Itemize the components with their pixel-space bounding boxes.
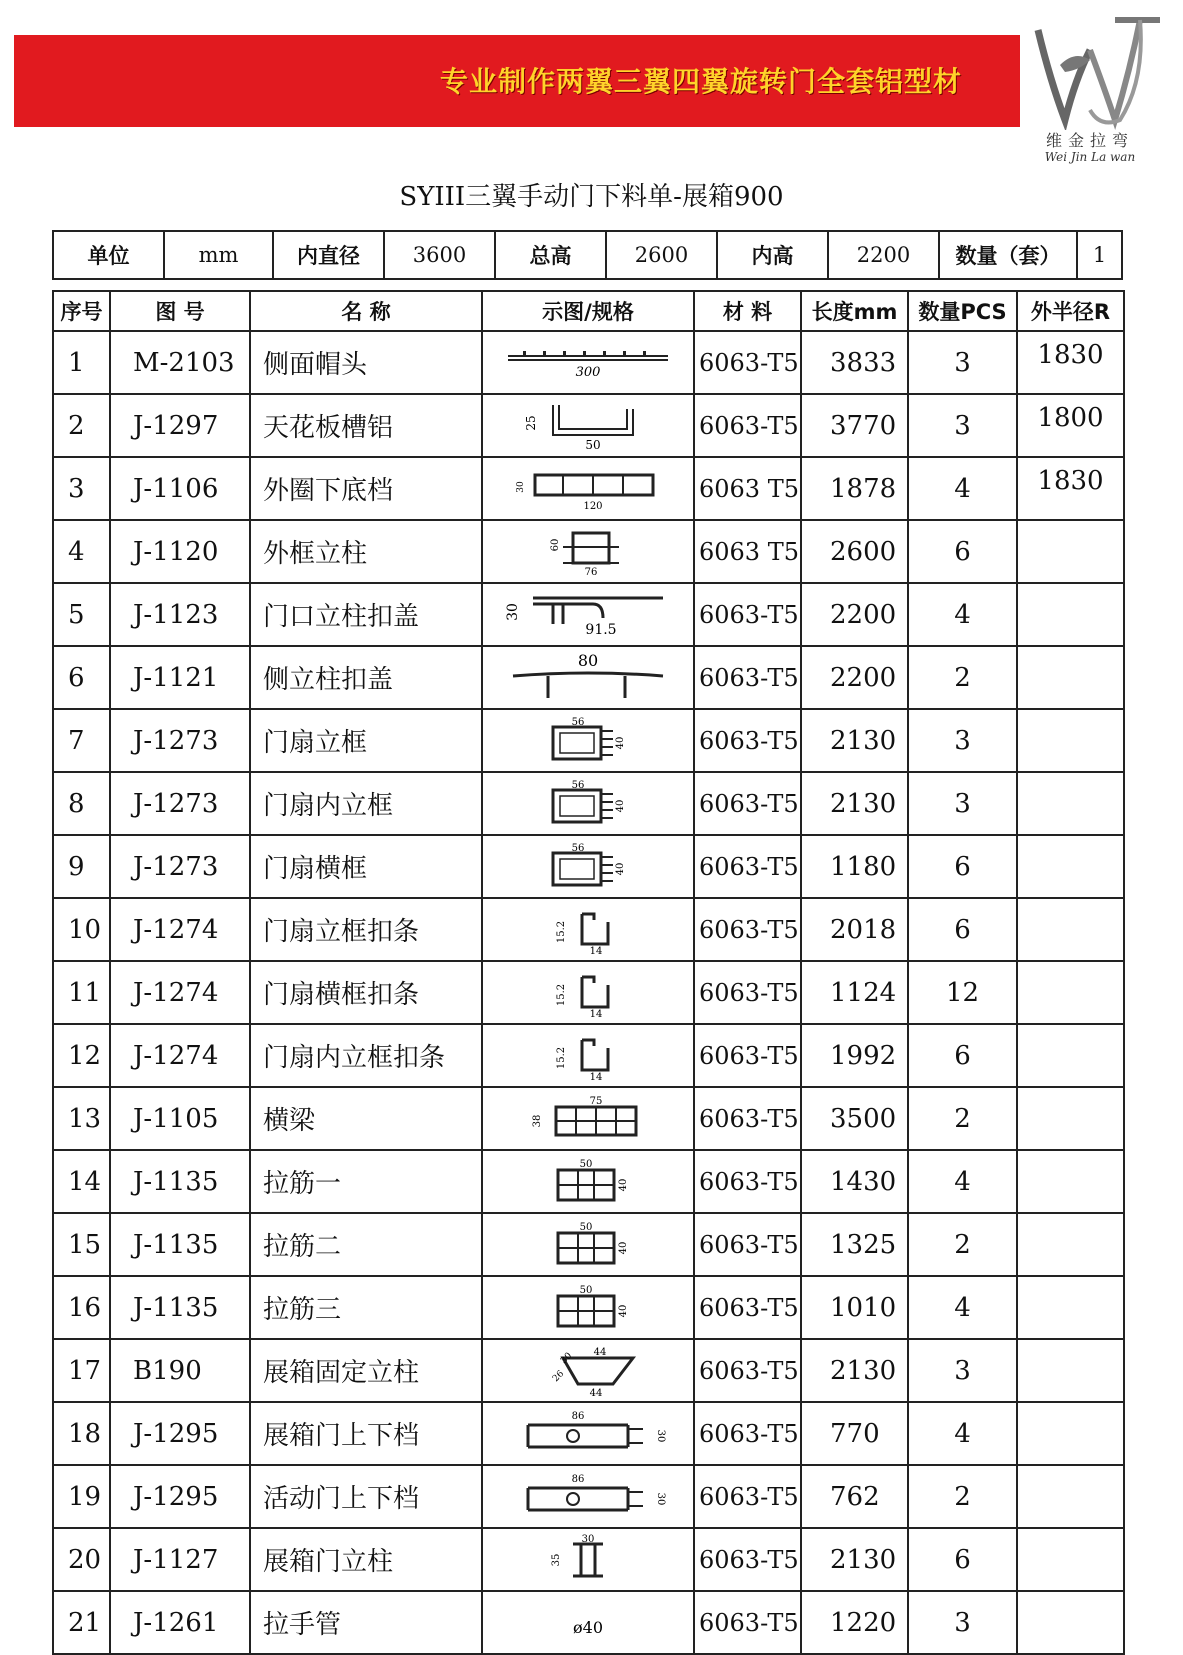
svg-text:40: 40 bbox=[615, 862, 626, 875]
logo-chinese-text: 维金拉弯 bbox=[1045, 131, 1134, 150]
svg-text:35: 35 bbox=[551, 1553, 562, 1566]
row-profile-drawing bbox=[482, 709, 694, 772]
svg-text:30: 30 bbox=[655, 1492, 666, 1505]
svg-text:44: 44 bbox=[589, 1387, 603, 1398]
row-part-name: 外圈下底档 bbox=[250, 457, 482, 520]
row-number: 8 bbox=[53, 772, 110, 835]
row-part-code: J-1121 bbox=[110, 646, 250, 709]
row-material: 6063-T5 bbox=[694, 331, 801, 394]
svg-text:30: 30 bbox=[516, 480, 526, 493]
svg-text:80: 80 bbox=[577, 651, 599, 670]
svg-text:25: 25 bbox=[524, 414, 538, 431]
svg-text:26: 26 bbox=[551, 1368, 567, 1384]
row-part-code: J-1273 bbox=[110, 772, 250, 835]
profile-tcap-icon bbox=[503, 652, 673, 704]
table-row bbox=[53, 457, 1124, 520]
row-outer-radius: 1800 bbox=[1017, 394, 1124, 457]
row-length: 2200 bbox=[801, 583, 908, 646]
sets-value: 1 bbox=[1077, 231, 1122, 279]
row-profile-drawing bbox=[482, 1339, 694, 1402]
row-quantity: 6 bbox=[908, 1528, 1017, 1591]
row-quantity: 12 bbox=[908, 961, 1017, 1024]
wj-logo-icon bbox=[1020, 10, 1175, 130]
row-length: 2130 bbox=[801, 1528, 908, 1591]
table-header-row bbox=[53, 291, 1124, 331]
row-outer-radius bbox=[1017, 646, 1124, 709]
unit-value: mm bbox=[164, 231, 273, 279]
row-profile-drawing bbox=[482, 1528, 694, 1591]
row-outer-radius bbox=[1017, 1402, 1124, 1465]
row-quantity: 3 bbox=[908, 1339, 1017, 1402]
row-number: 3 bbox=[53, 457, 110, 520]
banner-slogan: 专业制作两翼三翼四翼旋转门全套铝型材 bbox=[440, 65, 963, 98]
row-profile-drawing bbox=[482, 1024, 694, 1087]
row-profile-drawing bbox=[482, 835, 694, 898]
row-part-code: J-1274 bbox=[110, 1024, 250, 1087]
row-profile-drawing bbox=[482, 1465, 694, 1528]
row-number: 21 bbox=[53, 1591, 110, 1654]
row-part-name: 门扇横框 bbox=[250, 835, 482, 898]
table-row bbox=[53, 1213, 1124, 1276]
svg-text:14: 14 bbox=[589, 1071, 603, 1082]
row-length: 1220 bbox=[801, 1591, 908, 1654]
row-part-name: 门扇内立框 bbox=[250, 772, 482, 835]
svg-text:40: 40 bbox=[618, 1178, 629, 1191]
inner-diameter-value: 3600 bbox=[384, 231, 495, 279]
header-length: 长度mm bbox=[801, 291, 908, 331]
row-material: 6063-T5 bbox=[694, 1339, 801, 1402]
header-spec: 示图/规格 bbox=[482, 291, 694, 331]
svg-text:50: 50 bbox=[579, 1221, 593, 1233]
row-length: 2018 bbox=[801, 898, 908, 961]
inner-height-value: 2200 bbox=[828, 231, 939, 279]
row-profile-drawing bbox=[482, 583, 694, 646]
row-material: 6063-T5 bbox=[694, 1402, 801, 1465]
row-material: 6063-T5 bbox=[694, 709, 801, 772]
svg-text:56: 56 bbox=[571, 716, 585, 728]
row-number: 4 bbox=[53, 520, 110, 583]
inner-height-label: 内高 bbox=[717, 231, 828, 279]
row-number: 19 bbox=[53, 1465, 110, 1528]
row-part-name: 侧立柱扣盖 bbox=[250, 646, 482, 709]
row-profile-drawing bbox=[482, 772, 694, 835]
svg-text:14: 14 bbox=[589, 945, 603, 956]
svg-text:120: 120 bbox=[583, 500, 603, 512]
info-table bbox=[52, 230, 1123, 280]
row-material: 6063-T5 bbox=[694, 961, 801, 1024]
row-part-name: 天花板槽铝 bbox=[250, 394, 482, 457]
svg-text:56: 56 bbox=[571, 842, 585, 854]
row-quantity: 2 bbox=[908, 1213, 1017, 1276]
table-row bbox=[53, 1087, 1124, 1150]
row-part-code: M-2103 bbox=[110, 331, 250, 394]
row-profile-drawing bbox=[482, 898, 694, 961]
row-length: 762 bbox=[801, 1465, 908, 1528]
row-length: 3770 bbox=[801, 394, 908, 457]
row-material: 6063-T5 bbox=[694, 898, 801, 961]
profile-rail-icon bbox=[508, 1470, 668, 1524]
row-length: 3833 bbox=[801, 331, 908, 394]
row-material: 6063-T5 bbox=[694, 1024, 801, 1087]
row-part-code: J-1135 bbox=[110, 1276, 250, 1339]
row-part-code: J-1274 bbox=[110, 961, 250, 1024]
row-material: 6063-T5 bbox=[694, 1528, 801, 1591]
row-part-name: 拉手管 bbox=[250, 1591, 482, 1654]
row-length: 770 bbox=[801, 1402, 908, 1465]
table-row bbox=[53, 646, 1124, 709]
row-length: 1430 bbox=[801, 1150, 908, 1213]
row-outer-radius bbox=[1017, 583, 1124, 646]
row-material: 6063-T5 bbox=[694, 1150, 801, 1213]
row-outer-radius bbox=[1017, 520, 1124, 583]
row-profile-drawing bbox=[482, 394, 694, 457]
row-number: 2 bbox=[53, 394, 110, 457]
row-number: 14 bbox=[53, 1150, 110, 1213]
row-profile-drawing bbox=[482, 1213, 694, 1276]
row-outer-radius bbox=[1017, 1465, 1124, 1528]
row-outer-radius bbox=[1017, 898, 1124, 961]
row-quantity: 6 bbox=[908, 1024, 1017, 1087]
svg-text:30: 30 bbox=[505, 602, 521, 621]
row-part-code: J-1127 bbox=[110, 1528, 250, 1591]
row-material: 6063-T5 bbox=[694, 394, 801, 457]
row-outer-radius bbox=[1017, 961, 1124, 1024]
row-number: 11 bbox=[53, 961, 110, 1024]
row-material: 6063-T5 bbox=[694, 1465, 801, 1528]
row-profile-drawing bbox=[482, 457, 694, 520]
profile-clip-icon bbox=[538, 967, 638, 1019]
row-quantity: 2 bbox=[908, 646, 1017, 709]
row-number: 12 bbox=[53, 1024, 110, 1087]
row-length: 2130 bbox=[801, 1339, 908, 1402]
svg-text:60: 60 bbox=[550, 538, 561, 551]
row-profile-drawing bbox=[482, 961, 694, 1024]
table-row bbox=[53, 1024, 1124, 1087]
row-part-name: 横梁 bbox=[250, 1087, 482, 1150]
header-name: 名 称 bbox=[250, 291, 482, 331]
row-profile-drawing bbox=[482, 1591, 694, 1654]
profile-frame-icon bbox=[528, 715, 648, 767]
row-part-code: J-1273 bbox=[110, 835, 250, 898]
row-material: 6063-T5 bbox=[694, 1276, 801, 1339]
row-material: 6063-T5 bbox=[694, 646, 801, 709]
row-number: 20 bbox=[53, 1528, 110, 1591]
row-profile-drawing bbox=[482, 646, 694, 709]
profile-channel-icon bbox=[523, 401, 653, 451]
row-number: 16 bbox=[53, 1276, 110, 1339]
header-quantity: 数量PCS bbox=[908, 291, 1017, 331]
table-row bbox=[53, 394, 1124, 457]
svg-text:50: 50 bbox=[585, 437, 601, 451]
logo-english-text: Wei Jin La wan bbox=[1044, 150, 1136, 164]
row-part-code: J-1105 bbox=[110, 1087, 250, 1150]
row-part-name: 拉筋三 bbox=[250, 1276, 482, 1339]
svg-text:40: 40 bbox=[615, 799, 626, 812]
row-number: 1 bbox=[53, 331, 110, 394]
svg-text:30: 30 bbox=[655, 1429, 666, 1442]
profile-post-icon bbox=[533, 527, 643, 577]
row-length: 1180 bbox=[801, 835, 908, 898]
row-profile-drawing bbox=[482, 1150, 694, 1213]
profile-rail-icon bbox=[508, 1407, 668, 1461]
row-part-code: B190 bbox=[110, 1339, 250, 1402]
row-length: 2130 bbox=[801, 772, 908, 835]
row-number: 13 bbox=[53, 1087, 110, 1150]
row-length: 1992 bbox=[801, 1024, 908, 1087]
row-part-name: 门扇立框扣条 bbox=[250, 898, 482, 961]
svg-text:15.2: 15.2 bbox=[556, 920, 567, 943]
row-quantity: 4 bbox=[908, 1402, 1017, 1465]
row-material: 6063-T5 bbox=[694, 772, 801, 835]
row-quantity: 4 bbox=[908, 1276, 1017, 1339]
table-row bbox=[53, 1339, 1124, 1402]
profile-frame-icon bbox=[528, 841, 648, 893]
svg-text:50: 50 bbox=[579, 1158, 593, 1170]
row-quantity: 3 bbox=[908, 394, 1017, 457]
row-number: 17 bbox=[53, 1339, 110, 1402]
row-number: 9 bbox=[53, 835, 110, 898]
row-material: 6063 T5 bbox=[694, 457, 801, 520]
row-length: 1878 bbox=[801, 457, 908, 520]
svg-text:15.2: 15.2 bbox=[556, 1046, 567, 1069]
profile-frame-icon bbox=[528, 778, 648, 830]
row-part-code: J-1120 bbox=[110, 520, 250, 583]
row-outer-radius: 1830 bbox=[1017, 331, 1124, 394]
inner-diameter-label: 内直径 bbox=[273, 231, 384, 279]
row-outer-radius: 1830 bbox=[1017, 457, 1124, 520]
row-part-name: 活动门上下档 bbox=[250, 1465, 482, 1528]
row-number: 15 bbox=[53, 1213, 110, 1276]
table-row bbox=[53, 961, 1124, 1024]
table-row bbox=[53, 1528, 1124, 1591]
row-outer-radius bbox=[1017, 835, 1124, 898]
row-quantity: 2 bbox=[908, 1087, 1017, 1150]
total-height-value: 2600 bbox=[606, 231, 717, 279]
row-quantity: 4 bbox=[908, 457, 1017, 520]
table-row bbox=[53, 520, 1124, 583]
row-number: 6 bbox=[53, 646, 110, 709]
svg-text:40: 40 bbox=[615, 736, 626, 749]
table-row bbox=[53, 331, 1124, 394]
total-height-label: 总高 bbox=[495, 231, 606, 279]
svg-text:30: 30 bbox=[581, 1533, 595, 1545]
row-number: 7 bbox=[53, 709, 110, 772]
cutting-list-table bbox=[52, 290, 1125, 1655]
row-quantity: 3 bbox=[908, 1591, 1017, 1654]
svg-text:40: 40 bbox=[618, 1241, 629, 1254]
table-row bbox=[53, 898, 1124, 961]
svg-text:86: 86 bbox=[571, 1410, 585, 1422]
svg-text:15.2: 15.2 bbox=[556, 983, 567, 1006]
row-outer-radius bbox=[1017, 1528, 1124, 1591]
row-number: 18 bbox=[53, 1402, 110, 1465]
row-quantity: 2 bbox=[908, 1465, 1017, 1528]
svg-text:86: 86 bbox=[571, 1473, 585, 1485]
row-part-code: J-1135 bbox=[110, 1150, 250, 1213]
row-outer-radius bbox=[1017, 1339, 1124, 1402]
row-part-code: J-1295 bbox=[110, 1402, 250, 1465]
table-row bbox=[53, 709, 1124, 772]
row-outer-radius bbox=[1017, 1024, 1124, 1087]
row-part-code: J-1261 bbox=[110, 1591, 250, 1654]
row-outer-radius bbox=[1017, 772, 1124, 835]
row-length: 2200 bbox=[801, 646, 908, 709]
row-quantity: 6 bbox=[908, 520, 1017, 583]
row-material: 6063-T5 bbox=[694, 1213, 801, 1276]
row-length: 2130 bbox=[801, 709, 908, 772]
row-part-code: J-1123 bbox=[110, 583, 250, 646]
row-part-code: J-1297 bbox=[110, 394, 250, 457]
svg-text:76: 76 bbox=[584, 566, 598, 577]
row-length: 1124 bbox=[801, 961, 908, 1024]
row-length: 1010 bbox=[801, 1276, 908, 1339]
svg-text:56: 56 bbox=[571, 779, 585, 791]
row-quantity: 3 bbox=[908, 331, 1017, 394]
unit-label: 单位 bbox=[53, 231, 164, 279]
row-quantity: 6 bbox=[908, 835, 1017, 898]
table-row bbox=[53, 1402, 1124, 1465]
row-part-code: J-1273 bbox=[110, 709, 250, 772]
row-part-code: J-1106 bbox=[110, 457, 250, 520]
svg-text:ø40: ø40 bbox=[573, 1617, 603, 1637]
row-material: 6063 T5 bbox=[694, 520, 801, 583]
row-part-name: 展箱门立柱 bbox=[250, 1528, 482, 1591]
row-outer-radius bbox=[1017, 1276, 1124, 1339]
row-outer-radius bbox=[1017, 1591, 1124, 1654]
svg-text:91.5: 91.5 bbox=[585, 621, 617, 638]
profile-cap-icon bbox=[503, 346, 673, 380]
profile-cover-icon bbox=[503, 590, 673, 640]
table-row bbox=[53, 835, 1124, 898]
table-row bbox=[53, 1591, 1124, 1654]
svg-text:50: 50 bbox=[579, 1284, 593, 1296]
row-part-code: J-1135 bbox=[110, 1213, 250, 1276]
header-code: 图 号 bbox=[110, 291, 250, 331]
row-profile-drawing bbox=[482, 1276, 694, 1339]
row-profile-drawing bbox=[482, 1087, 694, 1150]
profile-brace-icon bbox=[528, 1282, 648, 1334]
profile-base-icon bbox=[513, 465, 663, 513]
row-material: 6063-T5 bbox=[694, 583, 801, 646]
row-quantity: 4 bbox=[908, 1150, 1017, 1213]
row-outer-radius bbox=[1017, 1150, 1124, 1213]
row-part-name: 门扇内立框扣条 bbox=[250, 1024, 482, 1087]
row-length: 2600 bbox=[801, 520, 908, 583]
table-row bbox=[53, 1276, 1124, 1339]
row-number: 5 bbox=[53, 583, 110, 646]
row-outer-radius bbox=[1017, 1213, 1124, 1276]
row-material: 6063-T5 bbox=[694, 1087, 801, 1150]
table-row bbox=[53, 1465, 1124, 1528]
row-length: 3500 bbox=[801, 1087, 908, 1150]
profile-brace-icon bbox=[528, 1219, 648, 1271]
row-profile-drawing bbox=[482, 1402, 694, 1465]
header-radius: 外半径R bbox=[1017, 291, 1124, 331]
row-part-name: 门扇立框 bbox=[250, 709, 482, 772]
row-quantity: 4 bbox=[908, 583, 1017, 646]
profile-beam-icon bbox=[518, 1093, 658, 1145]
row-part-code: J-1274 bbox=[110, 898, 250, 961]
row-outer-radius bbox=[1017, 709, 1124, 772]
row-part-name: 拉筋一 bbox=[250, 1150, 482, 1213]
row-length: 1325 bbox=[801, 1213, 908, 1276]
row-profile-drawing bbox=[482, 520, 694, 583]
table-row bbox=[53, 1150, 1124, 1213]
row-material: 6063-T5 bbox=[694, 835, 801, 898]
profile-clip-icon bbox=[538, 1030, 638, 1082]
sets-label: 数量（套） bbox=[939, 231, 1077, 279]
profile-dpost-icon bbox=[533, 1534, 643, 1586]
row-quantity: 3 bbox=[908, 772, 1017, 835]
svg-text:30: 30 bbox=[559, 1350, 575, 1366]
row-part-name: 外框立柱 bbox=[250, 520, 482, 583]
table-row bbox=[53, 772, 1124, 835]
svg-text:75: 75 bbox=[589, 1095, 603, 1107]
row-outer-radius bbox=[1017, 1087, 1124, 1150]
row-quantity: 3 bbox=[908, 709, 1017, 772]
row-quantity: 6 bbox=[908, 898, 1017, 961]
profile-hex-icon bbox=[518, 1344, 658, 1398]
row-profile-drawing bbox=[482, 331, 694, 394]
profile-clip-icon bbox=[538, 904, 638, 956]
row-material: 6063-T5 bbox=[694, 1591, 801, 1654]
row-part-name: 展箱固定立柱 bbox=[250, 1339, 482, 1402]
row-part-name: 展箱门上下档 bbox=[250, 1402, 482, 1465]
row-part-name: 拉筋二 bbox=[250, 1213, 482, 1276]
svg-text:300: 300 bbox=[575, 364, 601, 380]
header-material: 材 料 bbox=[694, 291, 801, 331]
svg-text:44: 44 bbox=[593, 1346, 607, 1358]
profile-brace-icon bbox=[528, 1156, 648, 1208]
svg-text:40: 40 bbox=[618, 1304, 629, 1317]
row-part-name: 门扇横框扣条 bbox=[250, 961, 482, 1024]
page-title: SYIII三翼手动门下料单-展箱900 bbox=[399, 182, 784, 212]
profile-tube-icon bbox=[538, 1603, 638, 1643]
row-part-code: J-1295 bbox=[110, 1465, 250, 1528]
row-number: 10 bbox=[53, 898, 110, 961]
table-row bbox=[53, 583, 1124, 646]
svg-text:38: 38 bbox=[532, 1114, 543, 1127]
header-no: 序号 bbox=[53, 291, 110, 331]
row-part-name: 侧面帽头 bbox=[250, 331, 482, 394]
svg-text:14: 14 bbox=[589, 1008, 603, 1019]
row-part-name: 门口立柱扣盖 bbox=[250, 583, 482, 646]
